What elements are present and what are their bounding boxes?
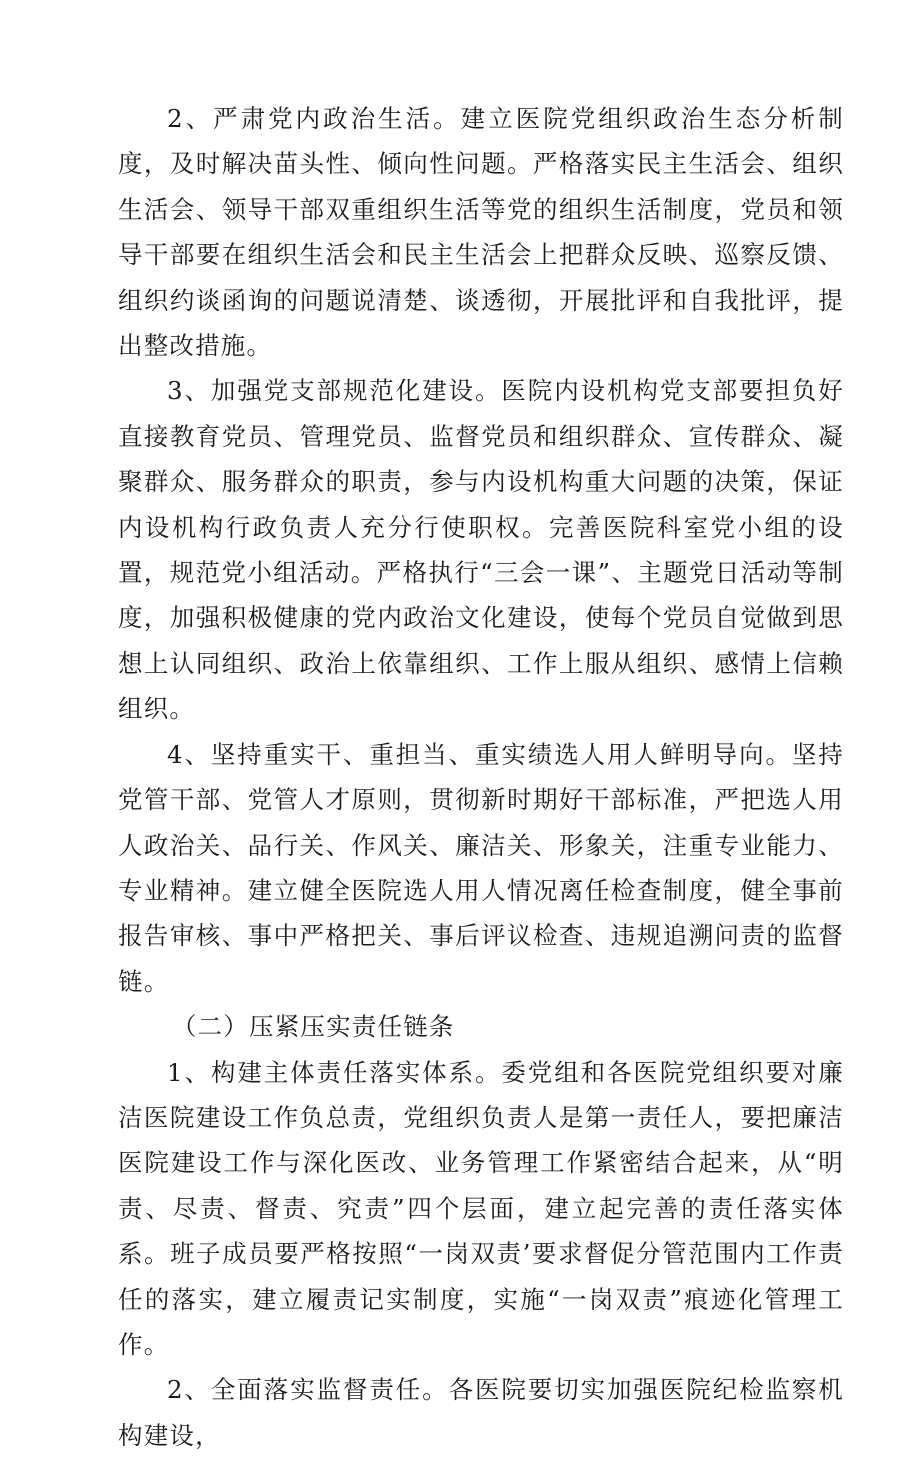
document-body — [118, 96, 844, 1458]
paragraph-main-responsibility: 1、构建主体责任落实体系。委党组和各医院党组织要对廉洁医院建设工作负总责，党组织负责人是第一责任人，要把廉洁医院建设工作与深化医改、业务管理工作紧密结合起来，从“明责、尽责、督责、究责”四个层面，建立起完善的责任落实体系。班子成员要严格按照“一岗双责’要求督促分管范围内工作责任的落实，建立履责记实制度，实施“一岗双责”痕迹化管理工作。 — [118, 1057, 844, 1359]
paragraph-cadre-selection: 4、坚持重实干、重担当、重实绩选人用人鲜明导向。坚持党管干部、党管人才原则，贯彻新时期好干部标准，严把选人用人政治关、品行关、作风关、廉洁关、形象关，注重专业能力、专业精神。建立健全医院选人用人情况离任检查制度，健全事前报告审核、事中严格把关、事后评议检查、违规追溯问责的监督链。 — [118, 739, 844, 996]
paragraph-supervision-responsibility: 2、全面落实监督责任。各医院要切实加强医院纪检监察机构建设， — [118, 1375, 844, 1450]
paragraph-party-branch-standardization: 3、加强党支部规范化建设。医院内设机构党支部要担负好直接教育党员、管理党员、监督党员和组织群众、宣传群众、凝聚群众、服务群众的职责，参与内设机构重大问题的决策，保证内设机构行政负责人充分行使职权。完善医院科室党小组的设置，规范党小组活动。严格执行“三会一课”、主题党日活动等制度，加强积极健康的党内政治文化建设，使每个党员自觉做到思想上认同组织、政治上依靠组织、工作上服从组织、感情上信赖组织。 — [118, 376, 844, 724]
section-heading: （二）压紧压实责任链条 — [171, 1012, 455, 1042]
paragraph-party-political-life: 2、严肃党内政治生活。建立医院党组织政治生态分析制度，及时解决苗头性、倾向性问题。严格落实民主生活会、组织生活会、领导干部双重组织生活等党的组织生活制度，党员和领导干部要在组织生活会和民主生活会上把群众反映、巡察反馈、组织约谈函询的问题说清楚、谈透彻，开展批评和自我批评，提出整改措施。 — [118, 104, 844, 361]
